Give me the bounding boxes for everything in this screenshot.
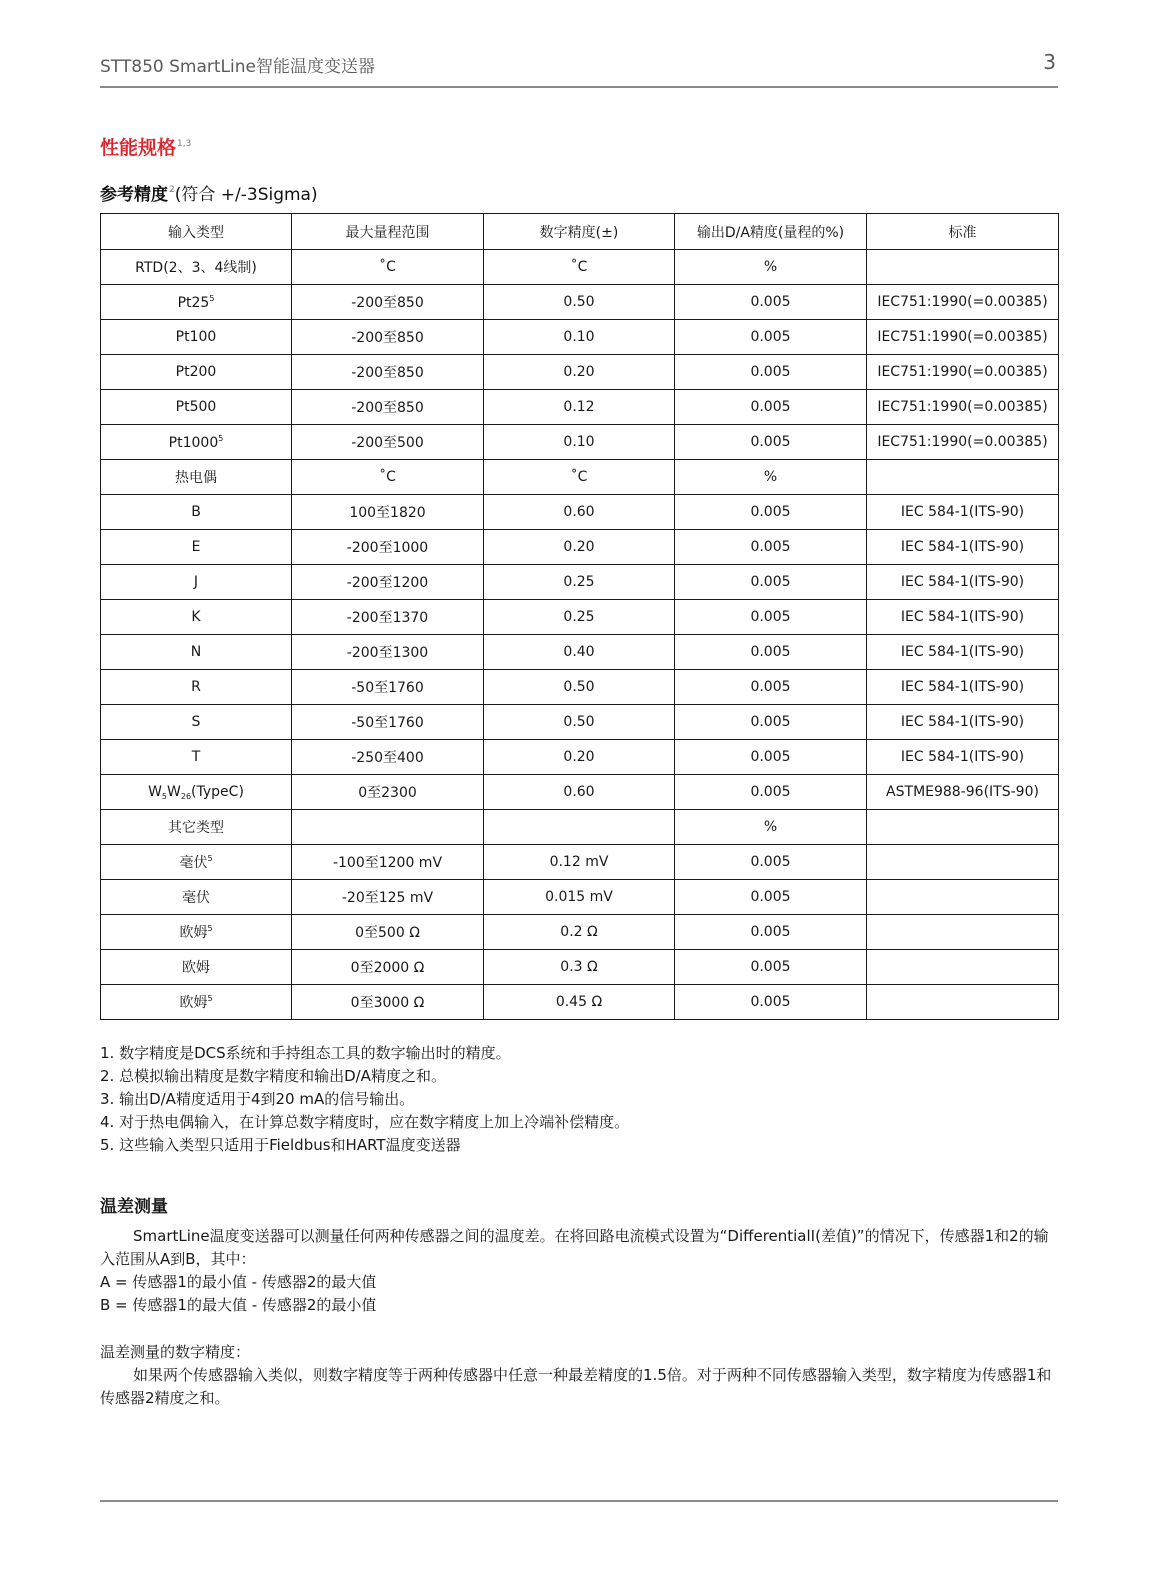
cell-digital-accuracy: 0.50 bbox=[484, 285, 675, 320]
page-header bbox=[100, 50, 1058, 88]
footnote: 4. 对于热电偶输入，在计算总数字精度时，应在数字精度上加上冷端补偿精度。 bbox=[100, 1113, 630, 1131]
page-number: 3 bbox=[1043, 50, 1056, 74]
cell-standard: IEC751:1990(=0.00385) bbox=[867, 390, 1059, 425]
cell-da-accuracy: 0.005 bbox=[675, 425, 867, 460]
cell-input-type bbox=[101, 810, 292, 845]
cell-range: -100至1200 mV bbox=[292, 845, 484, 880]
subtitle-rest: (符合 +/-3Sigma) bbox=[174, 185, 318, 205]
cell-digital-accuracy: 0.60 bbox=[484, 495, 675, 530]
type-superscript: 5 bbox=[207, 994, 213, 1003]
header-input-type: 输入类型 bbox=[101, 214, 292, 250]
cell-da-accuracy: 0.005 bbox=[675, 600, 867, 635]
section-title-text: 性能规格 bbox=[100, 137, 177, 159]
cell-range: ˚C bbox=[292, 460, 484, 495]
table-row bbox=[101, 635, 1059, 670]
footnote: 2. 总模拟输出精度是数字精度和输出D/A精度之和。 bbox=[100, 1067, 446, 1085]
cell-da-accuracy: 0.005 bbox=[675, 635, 867, 670]
cell-standard: IEC751:1990(=0.00385) bbox=[867, 285, 1059, 320]
table-row bbox=[101, 985, 1059, 1020]
type-text: 毫伏 bbox=[182, 890, 210, 906]
cell-standard: IEC 584-1(ITS-90) bbox=[867, 705, 1059, 740]
table-row bbox=[101, 600, 1059, 635]
cell-digital-accuracy: 0.40 bbox=[484, 635, 675, 670]
cell-input-type bbox=[101, 530, 292, 565]
table-row bbox=[101, 285, 1059, 320]
table-row bbox=[101, 810, 1059, 845]
table-row bbox=[101, 915, 1059, 950]
type-text: 其它类型 bbox=[168, 820, 224, 836]
table-row bbox=[101, 705, 1059, 740]
cell-da-accuracy: 0.005 bbox=[675, 530, 867, 565]
cell-range: 0至500 Ω bbox=[292, 915, 484, 950]
cell-da-accuracy: 0.005 bbox=[675, 495, 867, 530]
cell-range: -20至125 mV bbox=[292, 880, 484, 915]
footnotes bbox=[100, 1042, 629, 1157]
cell-range: 0至2000 Ω bbox=[292, 950, 484, 985]
cell-standard: IEC 584-1(ITS-90) bbox=[867, 635, 1059, 670]
cell-input-type bbox=[101, 495, 292, 530]
cell-digital-accuracy: 0.12 mV bbox=[484, 845, 675, 880]
type-text: (TypeC) bbox=[191, 783, 244, 800]
header-standard: 标准 bbox=[867, 214, 1059, 250]
header-max-range: 最大量程范围 bbox=[292, 214, 484, 250]
cell-range: -200至850 bbox=[292, 285, 484, 320]
type-text: B bbox=[191, 504, 201, 520]
cell-digital-accuracy: 0.20 bbox=[484, 740, 675, 775]
cell-input-type bbox=[101, 425, 292, 460]
type-subscript: 26 bbox=[180, 791, 192, 801]
diff-line-a: A = 传感器1的最小值 - 传感器2的最大值 bbox=[100, 1273, 377, 1291]
table-row bbox=[101, 425, 1059, 460]
type-text: W bbox=[167, 783, 181, 800]
diff-accuracy-heading: 温差测量的数字精度： bbox=[100, 1343, 251, 1361]
cell-input-type bbox=[101, 460, 292, 495]
type-text: RTD(2、3、4线制) bbox=[135, 260, 257, 276]
cell-standard: IEC 584-1(ITS-90) bbox=[867, 495, 1059, 530]
cell-da-accuracy: 0.005 bbox=[675, 775, 867, 810]
cell-input-type bbox=[101, 705, 292, 740]
type-superscript: 5 bbox=[207, 924, 213, 933]
cell-da-accuracy: 0.005 bbox=[675, 320, 867, 355]
type-superscript: 5 bbox=[207, 854, 213, 863]
diff-paragraph: SmartLine温度变送器可以测量任何两种传感器之间的温度差。在将回路电流模式设置为“DifferentialI(差值)”的情况下，传感器1和2的输入范围从A到B，其中： bbox=[100, 1227, 1049, 1268]
subtitle-superscript: 2 bbox=[169, 185, 175, 195]
cell-range: -200至850 bbox=[292, 355, 484, 390]
cell-digital-accuracy: 0.20 bbox=[484, 355, 675, 390]
cell-da-accuracy: 0.005 bbox=[675, 565, 867, 600]
cell-da-accuracy: 0.005 bbox=[675, 950, 867, 985]
table-row bbox=[101, 460, 1059, 495]
type-text: E bbox=[191, 539, 201, 555]
cell-digital-accuracy: 0.60 bbox=[484, 775, 675, 810]
cell-da-accuracy: 0.005 bbox=[675, 915, 867, 950]
table-row bbox=[101, 390, 1059, 425]
cell-digital-accuracy: 0.20 bbox=[484, 530, 675, 565]
cell-input-type bbox=[101, 635, 292, 670]
type-text: N bbox=[190, 644, 202, 660]
type-text: T bbox=[191, 749, 201, 765]
diff-heading: 温差测量 bbox=[100, 1197, 168, 1217]
cell-range: -200至850 bbox=[292, 320, 484, 355]
cell-digital-accuracy: 0.12 bbox=[484, 390, 675, 425]
cell-standard: IEC 584-1(ITS-90) bbox=[867, 565, 1059, 600]
type-text: W bbox=[148, 783, 162, 800]
table-row bbox=[101, 320, 1059, 355]
cell-da-accuracy: 0.005 bbox=[675, 985, 867, 1020]
cell-range: -250至400 bbox=[292, 740, 484, 775]
cell-input-type bbox=[101, 390, 292, 425]
cell-digital-accuracy: ˚C bbox=[484, 250, 675, 285]
type-text: J bbox=[193, 574, 199, 590]
diff-line-b: B = 传感器1的最大值 - 传感器2的最小值 bbox=[100, 1296, 377, 1314]
type-text: S bbox=[191, 714, 201, 730]
cell-standard: IEC751:1990(=0.00385) bbox=[867, 320, 1059, 355]
cell-digital-accuracy: 0.10 bbox=[484, 320, 675, 355]
cell-range: -200至1000 bbox=[292, 530, 484, 565]
cell-input-type bbox=[101, 250, 292, 285]
cell-standard: IEC751:1990(=0.00385) bbox=[867, 425, 1059, 460]
type-text: Pt200 bbox=[175, 364, 217, 380]
cell-input-type bbox=[101, 600, 292, 635]
cell-da-accuracy: 0.005 bbox=[675, 845, 867, 880]
type-subscript: 5 bbox=[161, 791, 168, 801]
type-text: 欧姆 bbox=[179, 995, 208, 1011]
cell-digital-accuracy: 0.50 bbox=[484, 670, 675, 705]
cell-da-accuracy: % bbox=[675, 250, 867, 285]
cell-standard: IEC 584-1(ITS-90) bbox=[867, 530, 1059, 565]
type-text: Pt100 bbox=[175, 329, 217, 345]
cell-digital-accuracy: 0.25 bbox=[484, 565, 675, 600]
table-row bbox=[101, 495, 1059, 530]
section-title-superscript: 1,3 bbox=[177, 139, 192, 149]
cell-da-accuracy: 0.005 bbox=[675, 390, 867, 425]
type-text: Pt1000 bbox=[168, 434, 219, 451]
cell-digital-accuracy: 0.25 bbox=[484, 600, 675, 635]
cell-range: -200至1370 bbox=[292, 600, 484, 635]
cell-input-type bbox=[101, 740, 292, 775]
header-title: STT850 SmartLine智能温度变送器 bbox=[100, 57, 375, 77]
cell-input-type bbox=[101, 775, 292, 810]
cell-standard: ASTME988-96(ITS-90) bbox=[867, 775, 1059, 810]
cell-input-type bbox=[101, 915, 292, 950]
table-header-row bbox=[101, 214, 1059, 250]
type-superscript: 5 bbox=[218, 433, 224, 443]
type-superscript: 5 bbox=[209, 293, 215, 303]
cell-range: -50至1760 bbox=[292, 670, 484, 705]
cell-input-type bbox=[101, 285, 292, 320]
cell-range: -50至1760 bbox=[292, 705, 484, 740]
cell-da-accuracy: 0.005 bbox=[675, 285, 867, 320]
cell-da-accuracy: % bbox=[675, 810, 867, 845]
cell-input-type bbox=[101, 880, 292, 915]
cell-standard: IEC 584-1(ITS-90) bbox=[867, 740, 1059, 775]
type-text: 毫伏 bbox=[179, 855, 208, 871]
cell-digital-accuracy: 0.45 Ω bbox=[484, 985, 675, 1020]
cell-range: 0至2300 bbox=[292, 775, 484, 810]
table-row bbox=[101, 740, 1059, 775]
cell-standard: IEC 584-1(ITS-90) bbox=[867, 670, 1059, 705]
accuracy-table bbox=[100, 213, 1059, 1020]
table-row bbox=[101, 530, 1059, 565]
cell-digital-accuracy: 0.50 bbox=[484, 705, 675, 740]
cell-range: -200至1300 bbox=[292, 635, 484, 670]
section-title bbox=[100, 133, 191, 160]
footnote: 5. 这些输入类型只适用于Fieldbus和HART温度变送器 bbox=[100, 1136, 461, 1154]
cell-da-accuracy: 0.005 bbox=[675, 355, 867, 390]
cell-input-type bbox=[101, 670, 292, 705]
table-row bbox=[101, 775, 1059, 810]
cell-range: -200至850 bbox=[292, 390, 484, 425]
cell-range bbox=[292, 810, 484, 845]
cell-standard bbox=[867, 880, 1059, 915]
cell-da-accuracy: 0.005 bbox=[675, 705, 867, 740]
table-row bbox=[101, 355, 1059, 390]
diff-accuracy-paragraph: 如果两个传感器输入类似，则数字精度等于两种传感器中任意一种最差精度的1.5倍。对于两种不同传感器输入类型，数字精度为传感器1和传感器2精度之和。 bbox=[100, 1366, 1052, 1407]
cell-digital-accuracy: 0.3 Ω bbox=[484, 950, 675, 985]
cell-range: -200至500 bbox=[292, 425, 484, 460]
cell-range: ˚C bbox=[292, 250, 484, 285]
cell-standard bbox=[867, 810, 1059, 845]
type-text: Pt25 bbox=[177, 294, 210, 311]
footnote: 1. 数字精度是DCS系统和手持组态工具的数字输出时的精度。 bbox=[100, 1044, 511, 1062]
cell-standard: IEC751:1990(=0.00385) bbox=[867, 355, 1059, 390]
type-text: 热电偶 bbox=[175, 470, 217, 486]
cell-standard bbox=[867, 915, 1059, 950]
table-row bbox=[101, 950, 1059, 985]
cell-standard bbox=[867, 950, 1059, 985]
table-row bbox=[101, 880, 1059, 915]
type-text: Pt500 bbox=[175, 399, 217, 415]
cell-da-accuracy: 0.005 bbox=[675, 670, 867, 705]
cell-input-type bbox=[101, 950, 292, 985]
cell-digital-accuracy bbox=[484, 810, 675, 845]
type-text: 欧姆 bbox=[179, 925, 208, 941]
cell-range: -200至1200 bbox=[292, 565, 484, 600]
cell-input-type bbox=[101, 985, 292, 1020]
type-text: K bbox=[191, 609, 201, 625]
footnote: 3. 输出D/A精度适用于4到20 mA的信号输出。 bbox=[100, 1090, 415, 1108]
cell-digital-accuracy: ˚C bbox=[484, 460, 675, 495]
type-text: R bbox=[191, 679, 201, 695]
subtitle-bold: 参考精度 bbox=[100, 185, 168, 205]
cell-input-type bbox=[101, 565, 292, 600]
header-da-accuracy: 输出D/A精度(量程的%) bbox=[675, 214, 867, 250]
table-row bbox=[101, 565, 1059, 600]
cell-digital-accuracy: 0.10 bbox=[484, 425, 675, 460]
cell-standard bbox=[867, 985, 1059, 1020]
cell-da-accuracy: 0.005 bbox=[675, 880, 867, 915]
cell-input-type bbox=[101, 320, 292, 355]
table-row bbox=[101, 250, 1059, 285]
cell-standard: IEC 584-1(ITS-90) bbox=[867, 600, 1059, 635]
cell-da-accuracy: % bbox=[675, 460, 867, 495]
footer-rule bbox=[100, 1500, 1058, 1502]
cell-input-type bbox=[101, 355, 292, 390]
header-digital-accuracy: 数字精度(±) bbox=[484, 214, 675, 250]
type-text: 欧姆 bbox=[182, 960, 210, 976]
cell-digital-accuracy: 0.015 mV bbox=[484, 880, 675, 915]
cell-range: 100至1820 bbox=[292, 495, 484, 530]
cell-standard bbox=[867, 460, 1059, 495]
cell-range: 0至3000 Ω bbox=[292, 985, 484, 1020]
table-subtitle bbox=[100, 180, 318, 205]
cell-standard bbox=[867, 250, 1059, 285]
cell-digital-accuracy: 0.2 Ω bbox=[484, 915, 675, 950]
table-row bbox=[101, 845, 1059, 880]
cell-da-accuracy: 0.005 bbox=[675, 740, 867, 775]
cell-standard bbox=[867, 845, 1059, 880]
cell-input-type bbox=[101, 845, 292, 880]
table-row bbox=[101, 670, 1059, 705]
